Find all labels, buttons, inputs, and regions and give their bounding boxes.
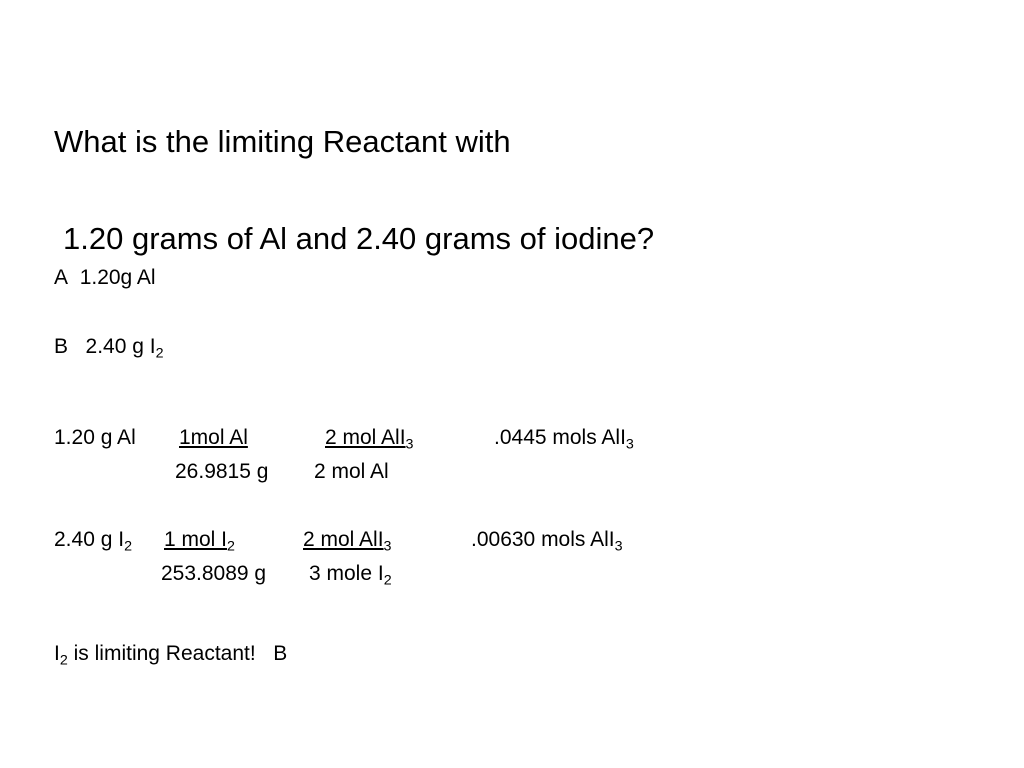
i2-given: 2.40 g $I_2$ xyxy=(54,528,132,555)
al-result: .0445 mols AlI$_3$ xyxy=(494,426,634,453)
conclusion xyxy=(54,642,288,669)
al-factor1-denominator: 26.9815 g xyxy=(175,460,269,483)
conclusion-answer: B xyxy=(273,642,288,665)
option-b-text: 2.40 g I xyxy=(85,335,156,358)
question-line-1: What is the limiting Reactant with xyxy=(54,124,511,159)
i2-factor1-denominator: 253.8089 g xyxy=(161,562,267,585)
i2-factor2-denominator: 3 mole $I_2$ xyxy=(309,562,392,589)
al-factor2-denominator: 2 mol Al xyxy=(314,460,389,483)
i2-result: .00630 mols AlI$_3$ xyxy=(471,528,623,555)
option-a-text: 1.20g Al xyxy=(79,266,156,289)
option-b-letter: B xyxy=(54,335,69,358)
option-b-subscript: 2 xyxy=(155,345,164,362)
conclusion-prefix: I xyxy=(54,642,60,665)
conclusion-text: is limiting Reactant! xyxy=(73,642,256,665)
al-given: 1.20 g Al xyxy=(54,426,136,449)
i2-factor1-numerator: 1 mol $I_2$ xyxy=(164,528,235,555)
option-b xyxy=(54,335,164,362)
question-line-2: 1.20 grams of Al and 2.40 grams of iodine? xyxy=(63,221,655,256)
al-factor2-numerator: 2 mol AlI$_3$ xyxy=(325,426,414,453)
al-factor1-numerator: 1mol Al xyxy=(179,426,248,449)
option-a xyxy=(54,267,156,288)
i2-factor2-numerator: 2 mol AlI$_3$ xyxy=(303,528,392,555)
option-a-letter: A xyxy=(54,266,69,289)
conclusion-prefix-subscript: 2 xyxy=(59,652,68,669)
